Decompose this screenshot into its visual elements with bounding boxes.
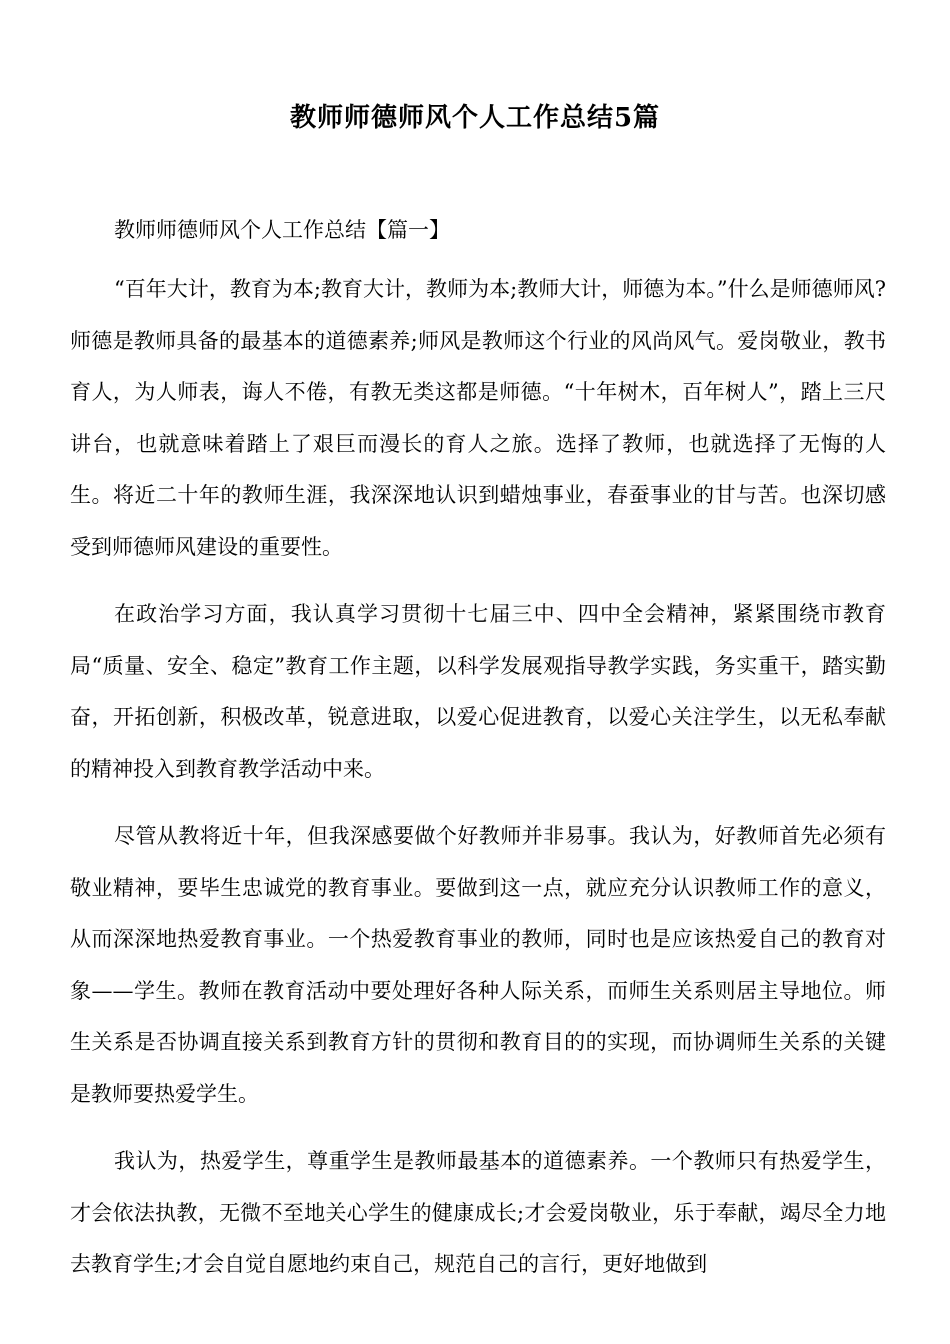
paragraph-4: 我认为，热爱学生，尊重学生是教师最基本的道德素养。一个教师只有热爱学生，才会依法执教，无微不至地关心学生的健康成长;才会爱岗敬业，乐于奉献，竭尽全力地去教育学生;才会自觉自愿地约束自己，规范自己的言行，更好地做到 [70,1149,886,1276]
paragraph-1: “百年大计，教育为本;教育大计，教师为本;教师大计，师德为本。”什么是师德师风?师德是教师具备的最基本的道德素养;师风是教师这个行业的风尚风气。爱岗敬业，教书育人，为人师表，诲人不倦，有教无类这都是师德。“十年树木，百年树人”，踏上三尺讲台，也就意味着踏上了艰巨而漫长的育人之旅。选择了教师，也就选择了无悔的人生。将近二十年的教师生涯，我深深地认识到蜡烛事业，春蚕事业的甘与苦。也深切感受到师德师风建设的重要性。 [70,277,886,559]
document-title: 教师师德师风个人工作总结5篇 [289,103,661,133]
paragraph-2: 在政治学习方面，我认真学习贯彻十七届三中、四中全会精神，紧紧围绕市教育局“质量、安全、稳定”教育工作主题，以科学发展观指导教学实践，务实重干，踏实勤奋，开拓创新，积极改革，锐意进取，以爱心促进教育，以爱心关注学生，以无私奉献的精神投入到教育教学活动中来。 [70,602,886,781]
section-heading: 教师师德师风个人工作总结【篇一】 [114,218,450,242]
paragraph-3: 尽管从教将近十年，但我深感要做个好教师并非易事。我认为，好教师首先必须有敬业精神，要毕生忠诚党的教育事业。要做到这一点，就应充分认识教师工作的意义，从而深深地热爱教育事业。一个热爱教育事业的教师，同时也是应该热爱自己的教育对象——学生。教师在教育活动中要处理好各种人际关系，而师生关系则居主导地位。师生关系是否协调直接关系到教育方针的贯彻和教育目的的实现，而协调师生关系的关键是教师要热爱学生。 [70,824,886,1106]
document-body [70,212,886,1307]
